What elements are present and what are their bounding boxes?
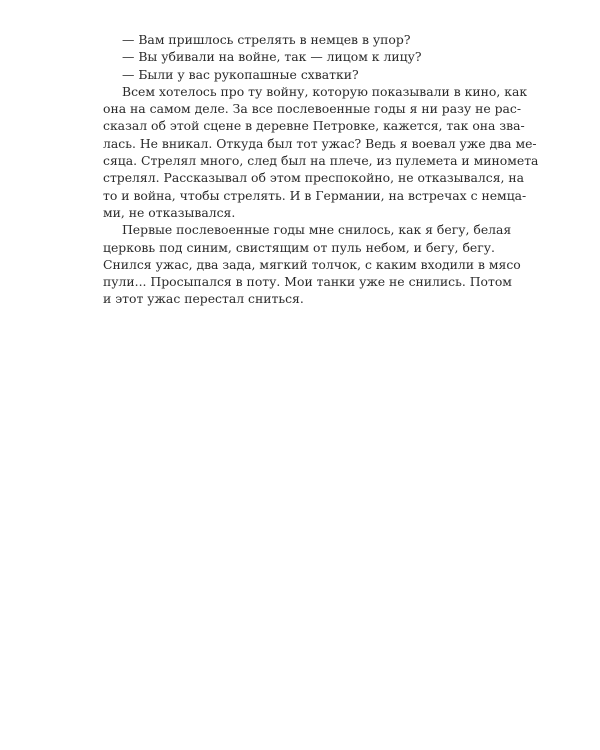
paragraph-1-line-3: сказал об этой сцене в деревне Петровке, кажется, так она зва- — [103, 118, 525, 134]
paragraph-2-line-5: и этот ужас перестал сниться. — [103, 291, 304, 307]
paragraph-1-line-6: стрелял. Рассказывал об этом преспокойно, не отказывался, на — [103, 170, 525, 186]
page-text — [103, 31, 539, 308]
paragraph-1-line-4: лась. Не вникал. Откуда был тот ужас? Ведь я воевал уже два ме- — [103, 135, 537, 151]
paragraph-2-line-4: пули... Просыпался в поту. Мои танки уже не снились. Потом — [103, 274, 512, 290]
paragraph-2-line-2: церковь под синим, свистящим от пуль небом, и бегу, бегу. — [103, 239, 495, 255]
paragraph-1-line-1: Всем хотелось про ту войну, которую показывали в кино, как — [122, 83, 528, 99]
paragraph-1-line-2: она на самом деле. За все послевоенные годы я ни разу не рас- — [103, 101, 522, 117]
paragraph-1-line-5: сяца. Стрелял много, след был на плече, из пулемета и миномета — [103, 153, 539, 169]
dialogue-line-1: — Вам пришлось стрелять в немцев в упор? — [122, 32, 411, 47]
paragraph-1-line-8: ми, не отказывался. — [103, 204, 236, 220]
paragraph-2-line-1: Первые послевоенные годы мне снилось, как я бегу, белая — [122, 222, 512, 238]
dialogue-line-2: — Вы убивали на войне, так — лицом к лицу? — [122, 49, 422, 65]
paragraph-2-line-3: Снился ужас, два зада, мягкий толчок, с каким входили в мясо — [103, 256, 521, 272]
paragraph-1-line-7: то и война, чтобы стрелять. И в Германии, на встречах с немца- — [103, 187, 527, 203]
dialogue-line-3: — Были у вас рукопашные схватки? — [122, 66, 359, 82]
